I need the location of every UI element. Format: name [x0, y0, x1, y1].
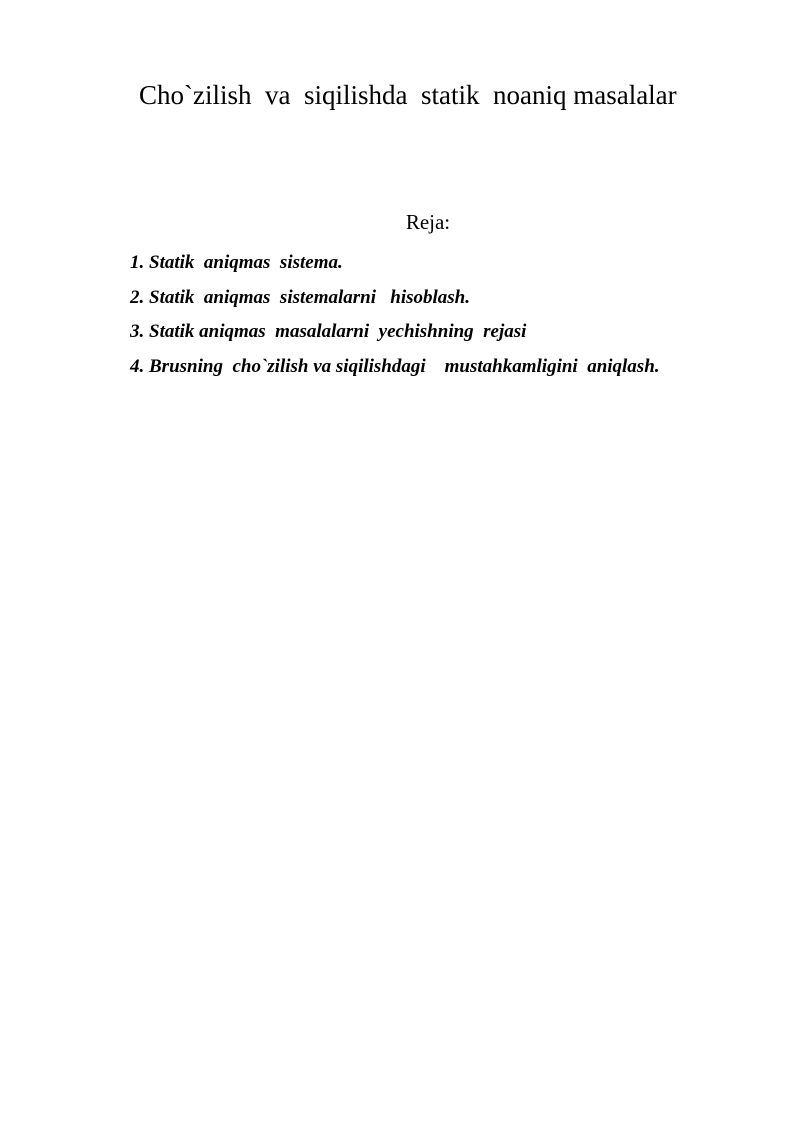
plan-item-2: 2. Statik aniqmas sistemalarni hisoblash.	[130, 286, 470, 308]
plan-heading: Reja:	[405, 210, 451, 234]
plan-item-1: 1. Statik aniqmas sistema.	[130, 252, 343, 273]
plan-list	[130, 250, 770, 388]
plan-item-3: 3. Statik aniqmas masalalarni yechishning rejasi	[130, 321, 527, 342]
plan-item-4: 4. Brusning cho`zilish va siqilishdagi mustahkamligini aniqlash.	[130, 355, 660, 377]
document-title: Cho`zilish va siqilishda statik noaniq masalalar	[139, 80, 677, 110]
